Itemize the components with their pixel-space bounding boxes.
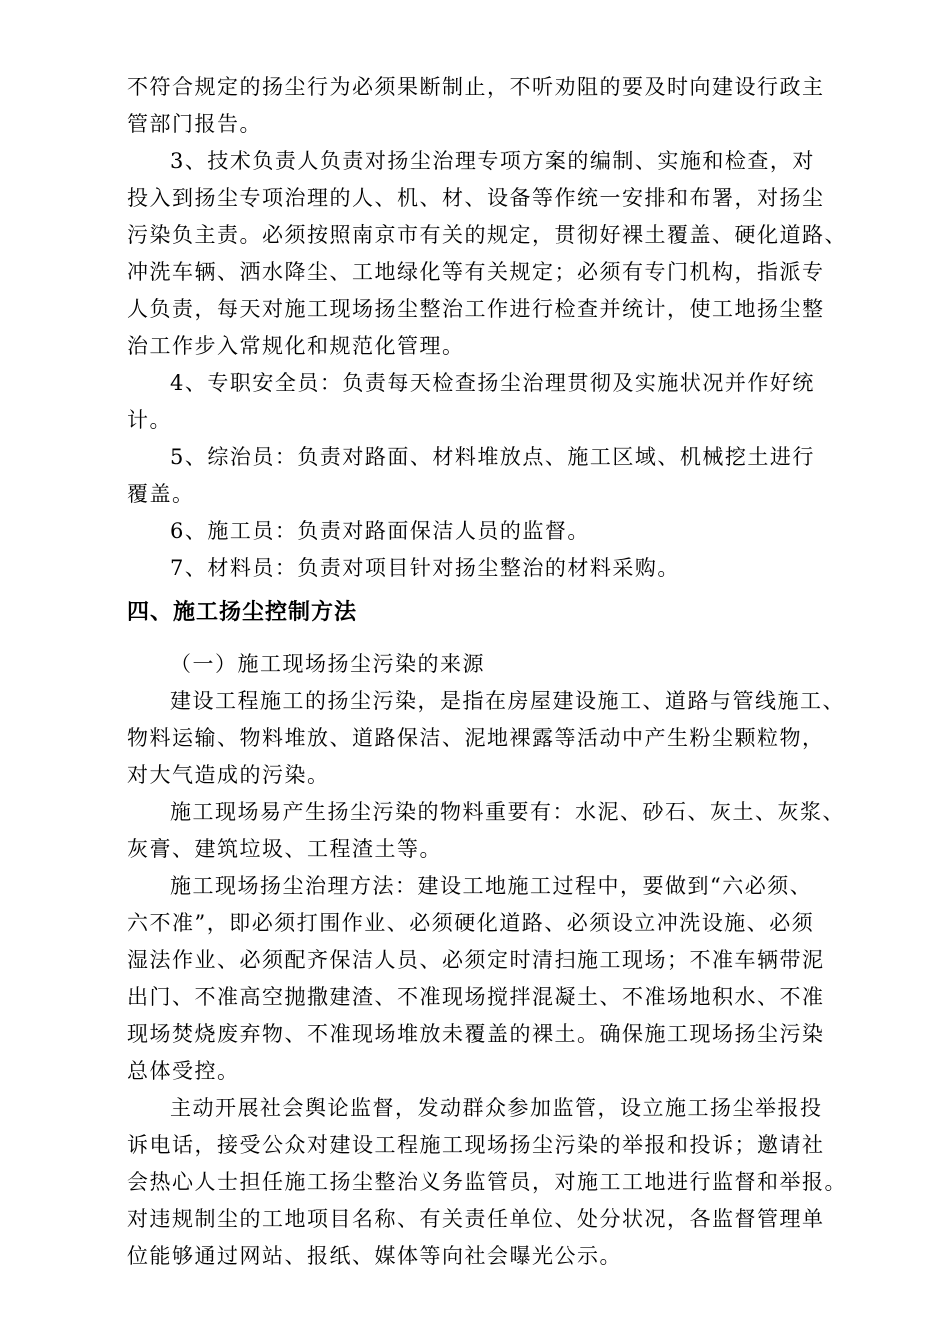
paragraph-line: 灰膏、建筑垃圾、工程渣土等。 bbox=[127, 837, 442, 861]
paragraph-line: 湿法作业、必须配齐保洁人员、必须定时清扫施工现场；不准车辆带泥 bbox=[127, 948, 825, 972]
paragraph-line: 冲洗车辆、洒水降尘、工地绿化等有关规定；必须有专门机构，指派专 bbox=[127, 260, 825, 284]
paragraph-line: 投入到扬尘专项治理的人、机、材、设备等作统一安排和布署，对扬尘 bbox=[127, 186, 825, 210]
paragraph-line: 3、技术负责人负责对扬尘治理专项方案的编制、实施和检查，对 bbox=[170, 149, 815, 173]
paragraph-line: 6、施工员：负责对路面保洁人员的监督。 bbox=[170, 519, 590, 543]
paragraph-line: 对违规制尘的工地项目名称、有关责任单位、处分状况，各监督管理单 bbox=[127, 1207, 825, 1231]
paragraph-line: 治工作步入常规化和规范化管理。 bbox=[127, 334, 465, 358]
paragraph-line: 施工现场易产生扬尘污染的物料重要有：水泥、砂石、灰土、灰浆、 bbox=[170, 800, 845, 824]
paragraph-line: 施工现场扬尘治理方法：建设工地施工过程中，要做到“六必须、 bbox=[170, 874, 813, 898]
section-heading: 四、施工扬尘控制方法 bbox=[127, 600, 358, 625]
paragraph-line: 对大气造成的污染。 bbox=[127, 763, 330, 787]
paragraph-line: 4、专职安全员：负责每天检查扬尘治理贯彻及实施状况并作好统 bbox=[170, 371, 815, 395]
paragraph-line: 覆盖。 bbox=[127, 482, 195, 506]
paragraph-line: 管部门报告。 bbox=[127, 112, 262, 136]
paragraph-line: 会热心人士担任施工扬尘整治义务监管员，对施工工地进行监督和举报。 bbox=[127, 1170, 847, 1194]
paragraph-line: 物料运输、物料堆放、道路保洁、泥地裸露等活动中产生粉尘颗粒物， bbox=[127, 726, 825, 750]
paragraph-line: 污染负主责。必须按照南京市有关的规定，贯彻好裸土覆盖、硬化道路、 bbox=[127, 223, 847, 247]
paragraph-line: 总体受控。 bbox=[127, 1059, 240, 1083]
paragraph-line: 计。 bbox=[127, 408, 172, 432]
paragraph-line: 现场焚烧废弃物、不准现场堆放未覆盖的裸土。确保施工现场扬尘污染 bbox=[127, 1022, 825, 1046]
paragraph-line: 诉电话，接受公众对建设工程施工现场扬尘污染的举报和投诉；邀请社 bbox=[127, 1133, 825, 1157]
paragraph-line: 六不准”，即必须打围作业、必须硬化道路、必须设立冲洗设施、必须 bbox=[127, 911, 815, 935]
paragraph-line: 7、材料员：负责对项目针对扬尘整治的材料采购。 bbox=[170, 556, 680, 580]
paragraph-line: 位能够通过网站、报纸、媒体等向社会曝光公示。 bbox=[127, 1244, 622, 1268]
paragraph-line: 不符合规定的扬尘行为必须果断制止，不听劝阻的要及时向建设行政主 bbox=[127, 75, 825, 99]
subsection-heading: （一）施工现场扬尘污染的来源 bbox=[170, 652, 485, 676]
paragraph-line: 出门、不准高空抛撒建渣、不准现场搅拌混凝土、不准场地积水、不准 bbox=[127, 985, 825, 1009]
paragraph-line: 建设工程施工的扬尘污染，是指在房屋建设施工、道路与管线施工、 bbox=[170, 689, 845, 713]
paragraph-line: 5、综治员：负责对路面、材料堆放点、施工区域、机械挖土进行 bbox=[170, 445, 815, 469]
paragraph-line: 主动开展社会舆论监督，发动群众参加监管，设立施工扬尘举报投 bbox=[170, 1096, 823, 1120]
paragraph-line: 人负责，每天对施工现场扬尘整治工作进行检查并统计，使工地扬尘整 bbox=[127, 297, 825, 321]
